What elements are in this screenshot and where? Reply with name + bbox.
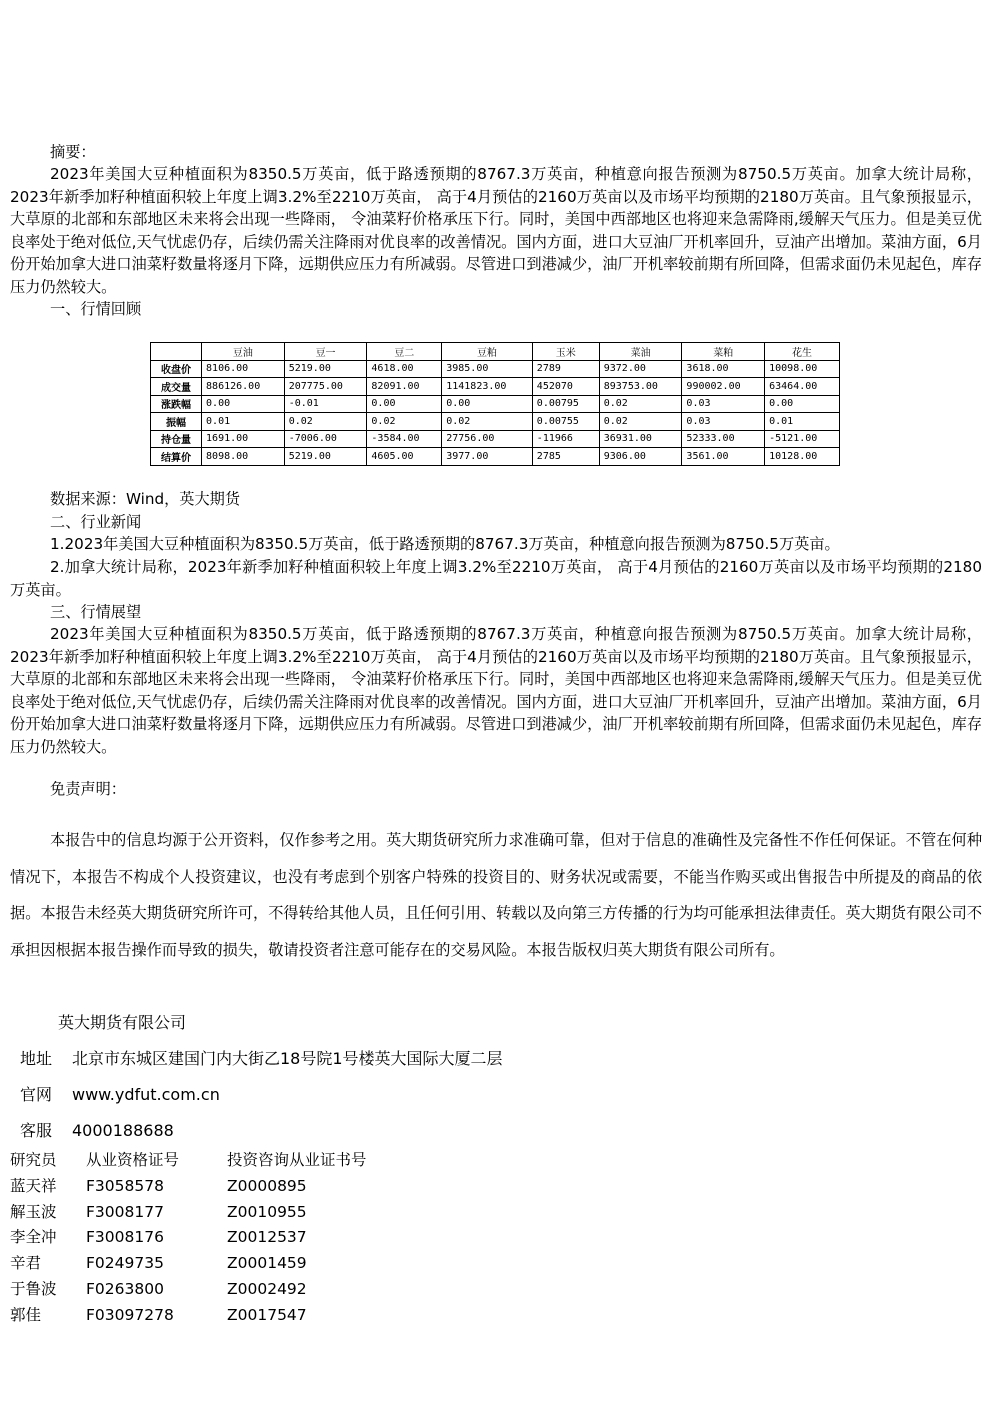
news-item-1: 1.2023年美国大豆种植面积为8350.5万英亩，低于路透预期的8767.3万英亩，种植意向报告预测为8750.5万英亩。 [50, 535, 840, 553]
table-cell: 0.00 [765, 395, 840, 413]
table-row [151, 413, 840, 431]
table-cell: 0.02 [599, 413, 682, 431]
table-cell: 0.00 [367, 395, 442, 413]
header-qualification-no: 从业资格证号 [86, 1151, 180, 1169]
table-row [151, 430, 840, 448]
table-cell: 63464.00 [765, 378, 840, 396]
table-cell: 5219.00 [284, 360, 367, 378]
table-cell: 3618.00 [682, 360, 765, 378]
table-header-cell: 菜粕 [682, 343, 765, 361]
qualification-no: F3008176 [86, 1228, 164, 1247]
address-value: 北京市东城区建国门内大街乙18号院1号楼英大国际大厦二层 [72, 1049, 503, 1068]
researcher-name: 郭佳 [10, 1305, 42, 1324]
table-cell: 3977.00 [442, 448, 533, 466]
table-cell: 1141823.00 [442, 378, 533, 396]
table-cell: 3985.00 [442, 360, 533, 378]
qualification-no: F03097278 [86, 1305, 174, 1324]
table-cell: 9372.00 [599, 360, 682, 378]
table-row [151, 360, 840, 378]
researcher-name: 辛君 [10, 1254, 42, 1273]
section-market-review-heading: 一、行情回顾 [50, 300, 142, 318]
table-cell: -5121.00 [765, 430, 840, 448]
qualification-no: F0249735 [86, 1254, 164, 1273]
table-cell: 2785 [532, 448, 599, 466]
table-cell: 0.01 [765, 413, 840, 431]
table-cell: 0.00 [202, 395, 285, 413]
consulting-cert-no: Z0000895 [227, 1176, 307, 1195]
researcher-name: 李全冲 [10, 1228, 57, 1247]
table-cell: 0.01 [202, 413, 285, 431]
table-cell: 10128.00 [765, 448, 840, 466]
table-header-cell: 玉米 [532, 343, 599, 361]
table-cell: 9306.00 [599, 448, 682, 466]
table-cell: 886126.00 [202, 378, 285, 396]
researcher-name: 解玉波 [10, 1202, 57, 1221]
news-item-2: 2.加拿大统计局称，2023年新季加籽种植面积较上年度上调3.2%至2210万英亩， 高于4月预估的2160万英亩以及市场平均预期的2180万英亩。 [10, 558, 982, 599]
table-cell: 990002.00 [682, 378, 765, 396]
table-header-cell [151, 343, 202, 361]
consulting-cert-no: Z0001459 [227, 1254, 307, 1273]
service-label: 客服 [20, 1121, 53, 1140]
table-cell: 27756.00 [442, 430, 533, 448]
data-source-note: 数据来源：Wind，英大期货 [50, 490, 241, 508]
row-label: 结算价 [151, 448, 202, 466]
table-cell: 0.00795 [532, 395, 599, 413]
consulting-cert-no: Z0017547 [227, 1305, 307, 1324]
table-header-cell: 豆二 [367, 343, 442, 361]
address-row [20, 1046, 503, 1069]
list-item [10, 1225, 367, 1251]
header-researcher: 研究员 [10, 1151, 57, 1169]
table-cell: 4605.00 [367, 448, 442, 466]
table-cell: 452070 [532, 378, 599, 396]
summary-text: 2023年美国大豆种植面积为8350.5万英亩，低于路透预期的8767.3万英亩，种植意向报告预测为8750.5万英亩。加拿大统计局称，2023年新季加籽种植面积较上年度上调3.2%至2210万英亩， 高于4月预估的2160万英亩以及市场平均预期的2180万英亩。且气象预报显示，大草原的北部和东部地区未来将会出现一些降雨， 令油菜籽价格承压下行。同时，美国中西部地区也将迎来急需降雨,缓解天气压力。但是美豆优良率处于绝对低位,天气忧虑仍存，后续仍需关注降雨对优良率的改善情况。国内方面，进口大豆油厂开机率回升，豆油产出增加。菜油方面，6月份开始加拿大进口油菜籽数量将逐月下降，远期供应压力有所减弱。尽管进口到港减少，油厂开机率较前期有所回降，但需求面仍未见起色，库存压力仍然较大。 [10, 165, 982, 296]
table-cell: -3584.00 [367, 430, 442, 448]
service-row [20, 1118, 174, 1141]
list-item [10, 1200, 367, 1226]
table-cell: 0.02 [284, 413, 367, 431]
table-cell: 0.00 [442, 395, 533, 413]
list-item [10, 1303, 367, 1329]
table-cell: 0.02 [367, 413, 442, 431]
market-quote-table [150, 342, 840, 466]
table-cell: 0.02 [599, 395, 682, 413]
consulting-cert-no: Z0002492 [227, 1279, 307, 1298]
website-link[interactable]: www.ydfut.com.cn [72, 1085, 220, 1104]
table-cell: 207775.00 [284, 378, 367, 396]
researcher-name: 于鲁波 [10, 1279, 57, 1298]
researcher-list [10, 1148, 367, 1329]
table-header-cell: 豆油 [202, 343, 285, 361]
disclaimer-text: 本报告中的信息均源于公开资料，仅作参考之用。英大期货研究所力求准确可靠，但对于信息的准确性及完备性不作任何保证。不管在何种情况下，本报告不构成个人投资建议，也没有考虑到个别客户特殊的投资目的、财务状况或需要，不能当作购买或出售报告中所提及的商品的依据。本报告未经英大期货研究所许可，不得转给其他人员，且任何引用、转载以及向第三方传播的行为均可能承担法律责任。英大期货有限公司不承担因根据本报告操作而导致的损失，敬请投资者注意可能存在的交易风险。本报告版权归英大期货有限公司所有。 [10, 831, 982, 959]
researcher-header-row [10, 1148, 367, 1174]
table-cell: -7006.00 [284, 430, 367, 448]
table-cell: 10098.00 [765, 360, 840, 378]
company-name: 英大期货有限公司 [58, 1013, 187, 1032]
table-cell: 5219.00 [284, 448, 367, 466]
table-cell: 52333.00 [682, 430, 765, 448]
section-industry-news-heading: 二、行业新闻 [50, 513, 142, 531]
table-header-cell: 豆一 [284, 343, 367, 361]
table-cell: 0.03 [682, 413, 765, 431]
row-label: 振幅 [151, 413, 202, 431]
row-label: 持仓量 [151, 430, 202, 448]
table-cell: 2789 [532, 360, 599, 378]
row-label: 成交量 [151, 378, 202, 396]
table-cell: 1691.00 [202, 430, 285, 448]
row-label: 收盘价 [151, 360, 202, 378]
section-outlook-heading: 三、行情展望 [50, 603, 142, 621]
table-cell: 82091.00 [367, 378, 442, 396]
qualification-no: F0263800 [86, 1279, 164, 1298]
table-cell: -11966 [532, 430, 599, 448]
disclaimer-heading: 免责声明： [50, 780, 126, 798]
table-row [151, 448, 840, 466]
website-row [20, 1082, 220, 1105]
table-cell: 8098.00 [202, 448, 285, 466]
table-cell: 4618.00 [367, 360, 442, 378]
table-cell: 0.02 [442, 413, 533, 431]
table-header-cell: 花生 [765, 343, 840, 361]
table-cell: 0.00755 [532, 413, 599, 431]
header-consulting-cert-no: 投资咨询从业证书号 [227, 1151, 367, 1169]
table-header-row [151, 343, 840, 361]
table-row [151, 395, 840, 413]
address-label: 地址 [20, 1049, 53, 1068]
qualification-no: F3058578 [86, 1176, 164, 1195]
outlook-text: 2023年美国大豆种植面积为8350.5万英亩，低于路透预期的8767.3万英亩，种植意向报告预测为8750.5万英亩。加拿大统计局称，2023年新季加籽种植面积较上年度上调3.2%至2210万英亩， 高于4月预估的2160万英亩以及市场平均预期的2180万英亩。且气象预报显示，大草原的北部和东部地区未来将会出现一些降雨， 令油菜籽价格承压下行。同时，美国中西部地区也将迎来急需降雨,缓解天气压力。但是美豆优良率处于绝对低位,天气忧虑仍存，后续仍需关注降雨对优良率的改善情况。国内方面，进口大豆油厂开机率回升，豆油产出增加。菜油方面，6月份开始加拿大进口油菜籽数量将逐月下降，远期供应压力有所减弱。尽管进口到港减少，油厂开机率较前期有所回降，但需求面仍未见起色，库存压力仍然较大。 [10, 625, 982, 756]
summary-heading: 摘要： [50, 143, 96, 161]
table-cell: 3561.00 [682, 448, 765, 466]
researcher-name: 蓝天祥 [10, 1176, 57, 1195]
table-cell: 0.03 [682, 395, 765, 413]
table-cell: 8106.00 [202, 360, 285, 378]
table-cell: -0.01 [284, 395, 367, 413]
table-cell: 893753.00 [599, 378, 682, 396]
table-header-cell: 菜油 [599, 343, 682, 361]
qualification-no: F3008177 [86, 1202, 164, 1221]
table-header-cell: 豆粕 [442, 343, 533, 361]
table-row [151, 378, 840, 396]
website-label: 官网 [20, 1085, 53, 1104]
consulting-cert-no: Z0012537 [227, 1228, 307, 1247]
row-label: 涨跌幅 [151, 395, 202, 413]
list-item [10, 1174, 367, 1200]
service-phone: 4000188688 [72, 1121, 174, 1140]
list-item [10, 1251, 367, 1277]
list-item [10, 1277, 367, 1303]
consulting-cert-no: Z0010955 [227, 1202, 307, 1221]
table-cell: 36931.00 [599, 430, 682, 448]
